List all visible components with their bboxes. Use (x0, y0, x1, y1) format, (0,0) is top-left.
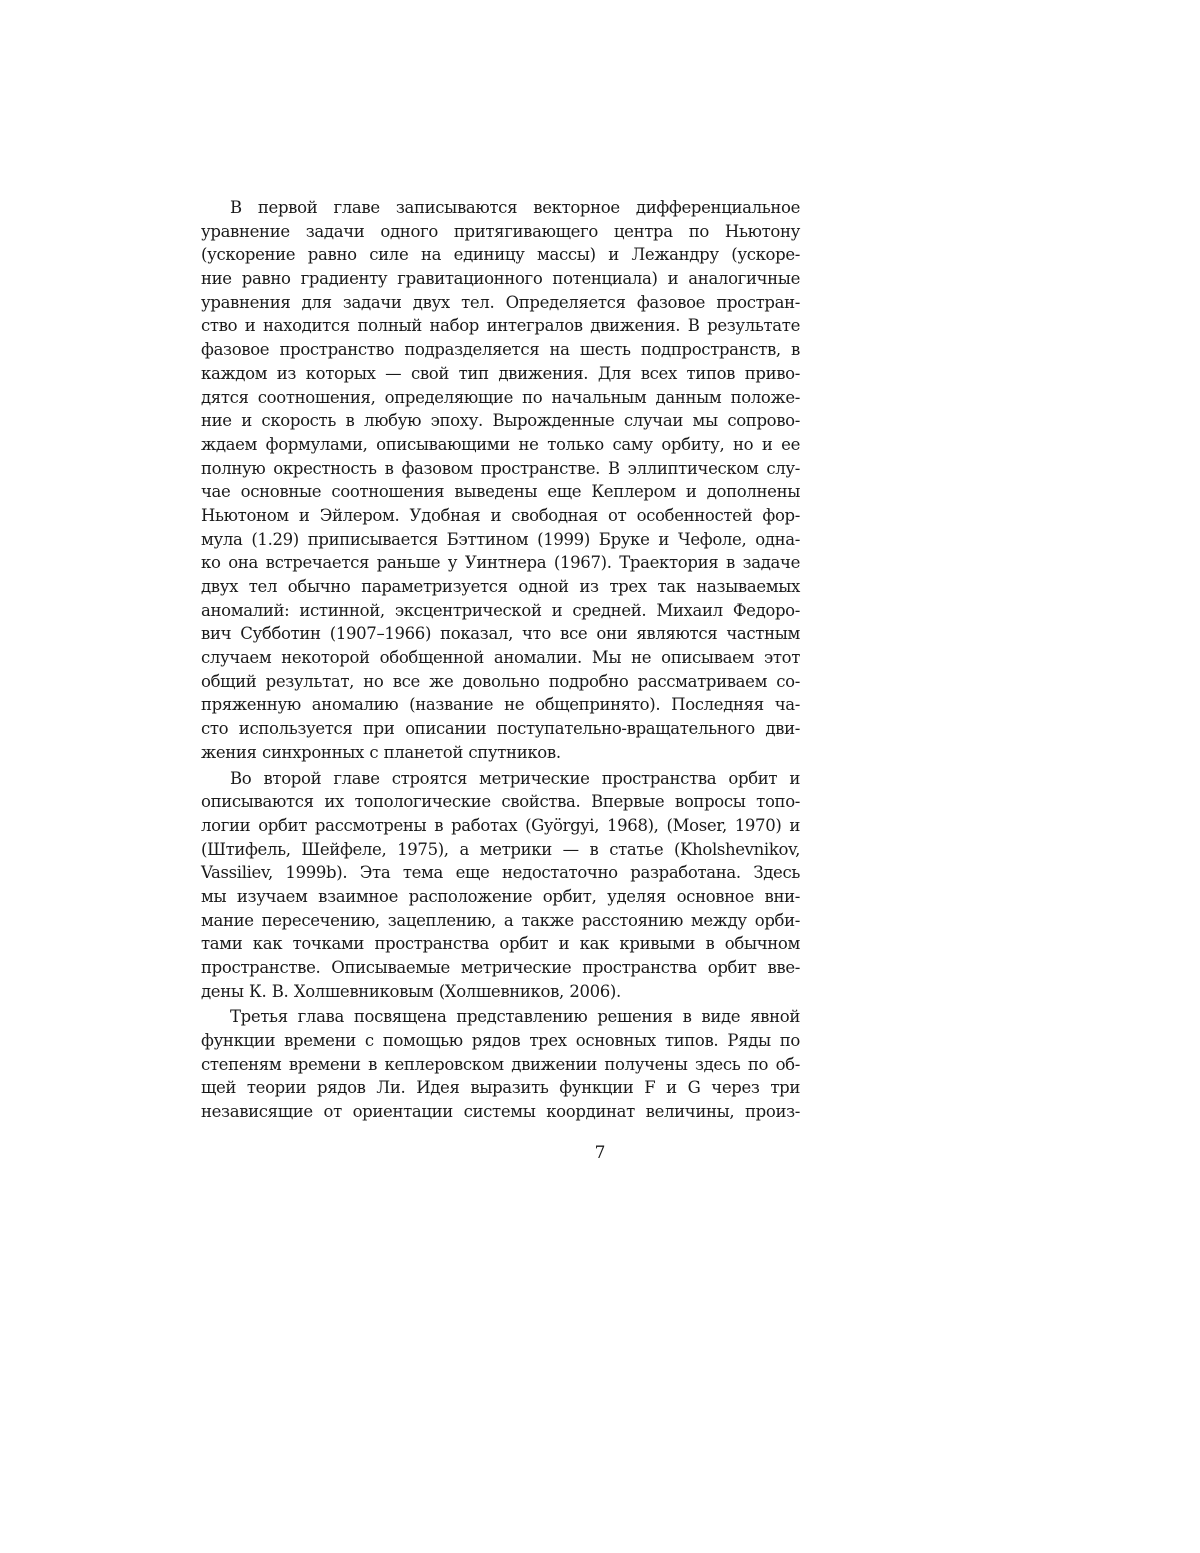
text-line: дятся соотношения, определяющие по начальным данным положе- (201, 387, 800, 407)
text-line: ждаем формулами, описывающими не только саму орбиту, но и ее (201, 434, 800, 454)
text-line: (ускорение равно силе на единицу массы) и Лежандру (ускоре- (201, 245, 800, 265)
text-line: общий результат, но все же довольно подробно рассматриваем со- (201, 671, 800, 691)
text-line: (Штифель, Шейфеле, 1975), а метрики — в статье (Kholshevnikov, (201, 839, 800, 859)
text-line: мы изучаем взаимное расположение орбит, уделяя основное вни- (201, 886, 800, 906)
text-line: уравнения для задачи двух тел. Определяется фазовое простран- (201, 292, 800, 312)
text-line: функции времени с помощью рядов трех основных типов. Ряды по (201, 1031, 800, 1051)
text-line: мула (1.29) приписывается Бэттином (1999) Бруке и Чефоле, одна- (201, 529, 800, 549)
text-line: В первой главе записываются векторное дифференциальное (230, 198, 800, 217)
page-number: 7 (594, 1143, 606, 1163)
paragraph-1 (201, 196, 800, 765)
text-line: ние равно градиенту гравитационного потенциала) и аналогичные (201, 269, 800, 289)
text-line: аномалий: истинной, эксцентрической и средней. Михаил Федоро- (201, 600, 800, 620)
text-line: описываются их топологические свойства. Впервые вопросы топо- (201, 792, 800, 812)
text-line: тами как точками пространства орбит и как кривыми в обычном (201, 934, 800, 954)
text-line: уравнение задачи одного притягивающего центра по Ньютону (201, 221, 800, 241)
text-line: каждом из которых — свой тип движения. Для всех типов приво- (201, 363, 800, 383)
text-line: Во второй главе строятся метрические пространства орбит и (230, 768, 800, 788)
text-line: вич Субботин (1907–1966) показал, что все они являются частным (201, 624, 800, 644)
text-line: пряженную аномалию (название не общепринято). Последняя ча- (201, 695, 800, 715)
text-line: ко она встречается раньше у Уинтнера (1967). Траектория в задаче (201, 553, 800, 573)
text-line: Ньютоном и Эйлером. Удобная и свободная от особенностей фор- (201, 505, 800, 525)
text-line: чае основные соотношения выведены еще Кеплером и дополнены (201, 482, 800, 502)
text-line: ние и скорость в любую эпоху. Вырожденные случаи мы сопрово- (201, 411, 800, 431)
text-line: фазовое пространство подразделяется на шесть подпространств, в (201, 340, 800, 360)
text-line: жения синхронных с планетой спутников. (201, 742, 561, 762)
text-line: логии орбит рассмотрены в работах (Györgyi, 1968), (Moser, 1970) и (201, 815, 800, 835)
text-line: пространстве. Описываемые метрические пространства орбит вве- (201, 958, 800, 977)
text-line: сто используется при описании поступательно-вращательного дви- (201, 719, 800, 739)
paragraph-3 (201, 1005, 800, 1123)
text-line: независящие от ориентации системы координат величины, произ- (201, 1102, 800, 1122)
text-line: Третья глава посвящена представлению решения в виде явной (230, 1007, 800, 1027)
text-line: двух тел обычно параметризуется одной из трех так называемых (201, 577, 800, 596)
page-body (201, 196, 800, 1124)
text-line: случаем некоторой обобщенной аномалии. Мы не описываем этот (201, 648, 800, 668)
text-line: мание пересечению, зацеплению, а также расстоянию между орби- (201, 910, 800, 930)
text-line: степеням времени в кеплеровском движении получены здесь по об- (201, 1054, 800, 1074)
text-line: Vassiliev, 1999b). Эта тема еще недостаточно разработана. Здесь (201, 863, 800, 883)
text-line: полную окрестность в фазовом пространстве. В эллиптическом слу- (201, 458, 800, 478)
text-line: щей теории рядов Ли. Идея выразить функции F и G через три (201, 1078, 800, 1098)
text-line: ство и находится полный набор интегралов движения. В результате (201, 316, 800, 336)
paragraph-2 (201, 767, 800, 1004)
text-line: дены К. В. Холшевниковым (Холшевников, 2006). (201, 981, 621, 1001)
